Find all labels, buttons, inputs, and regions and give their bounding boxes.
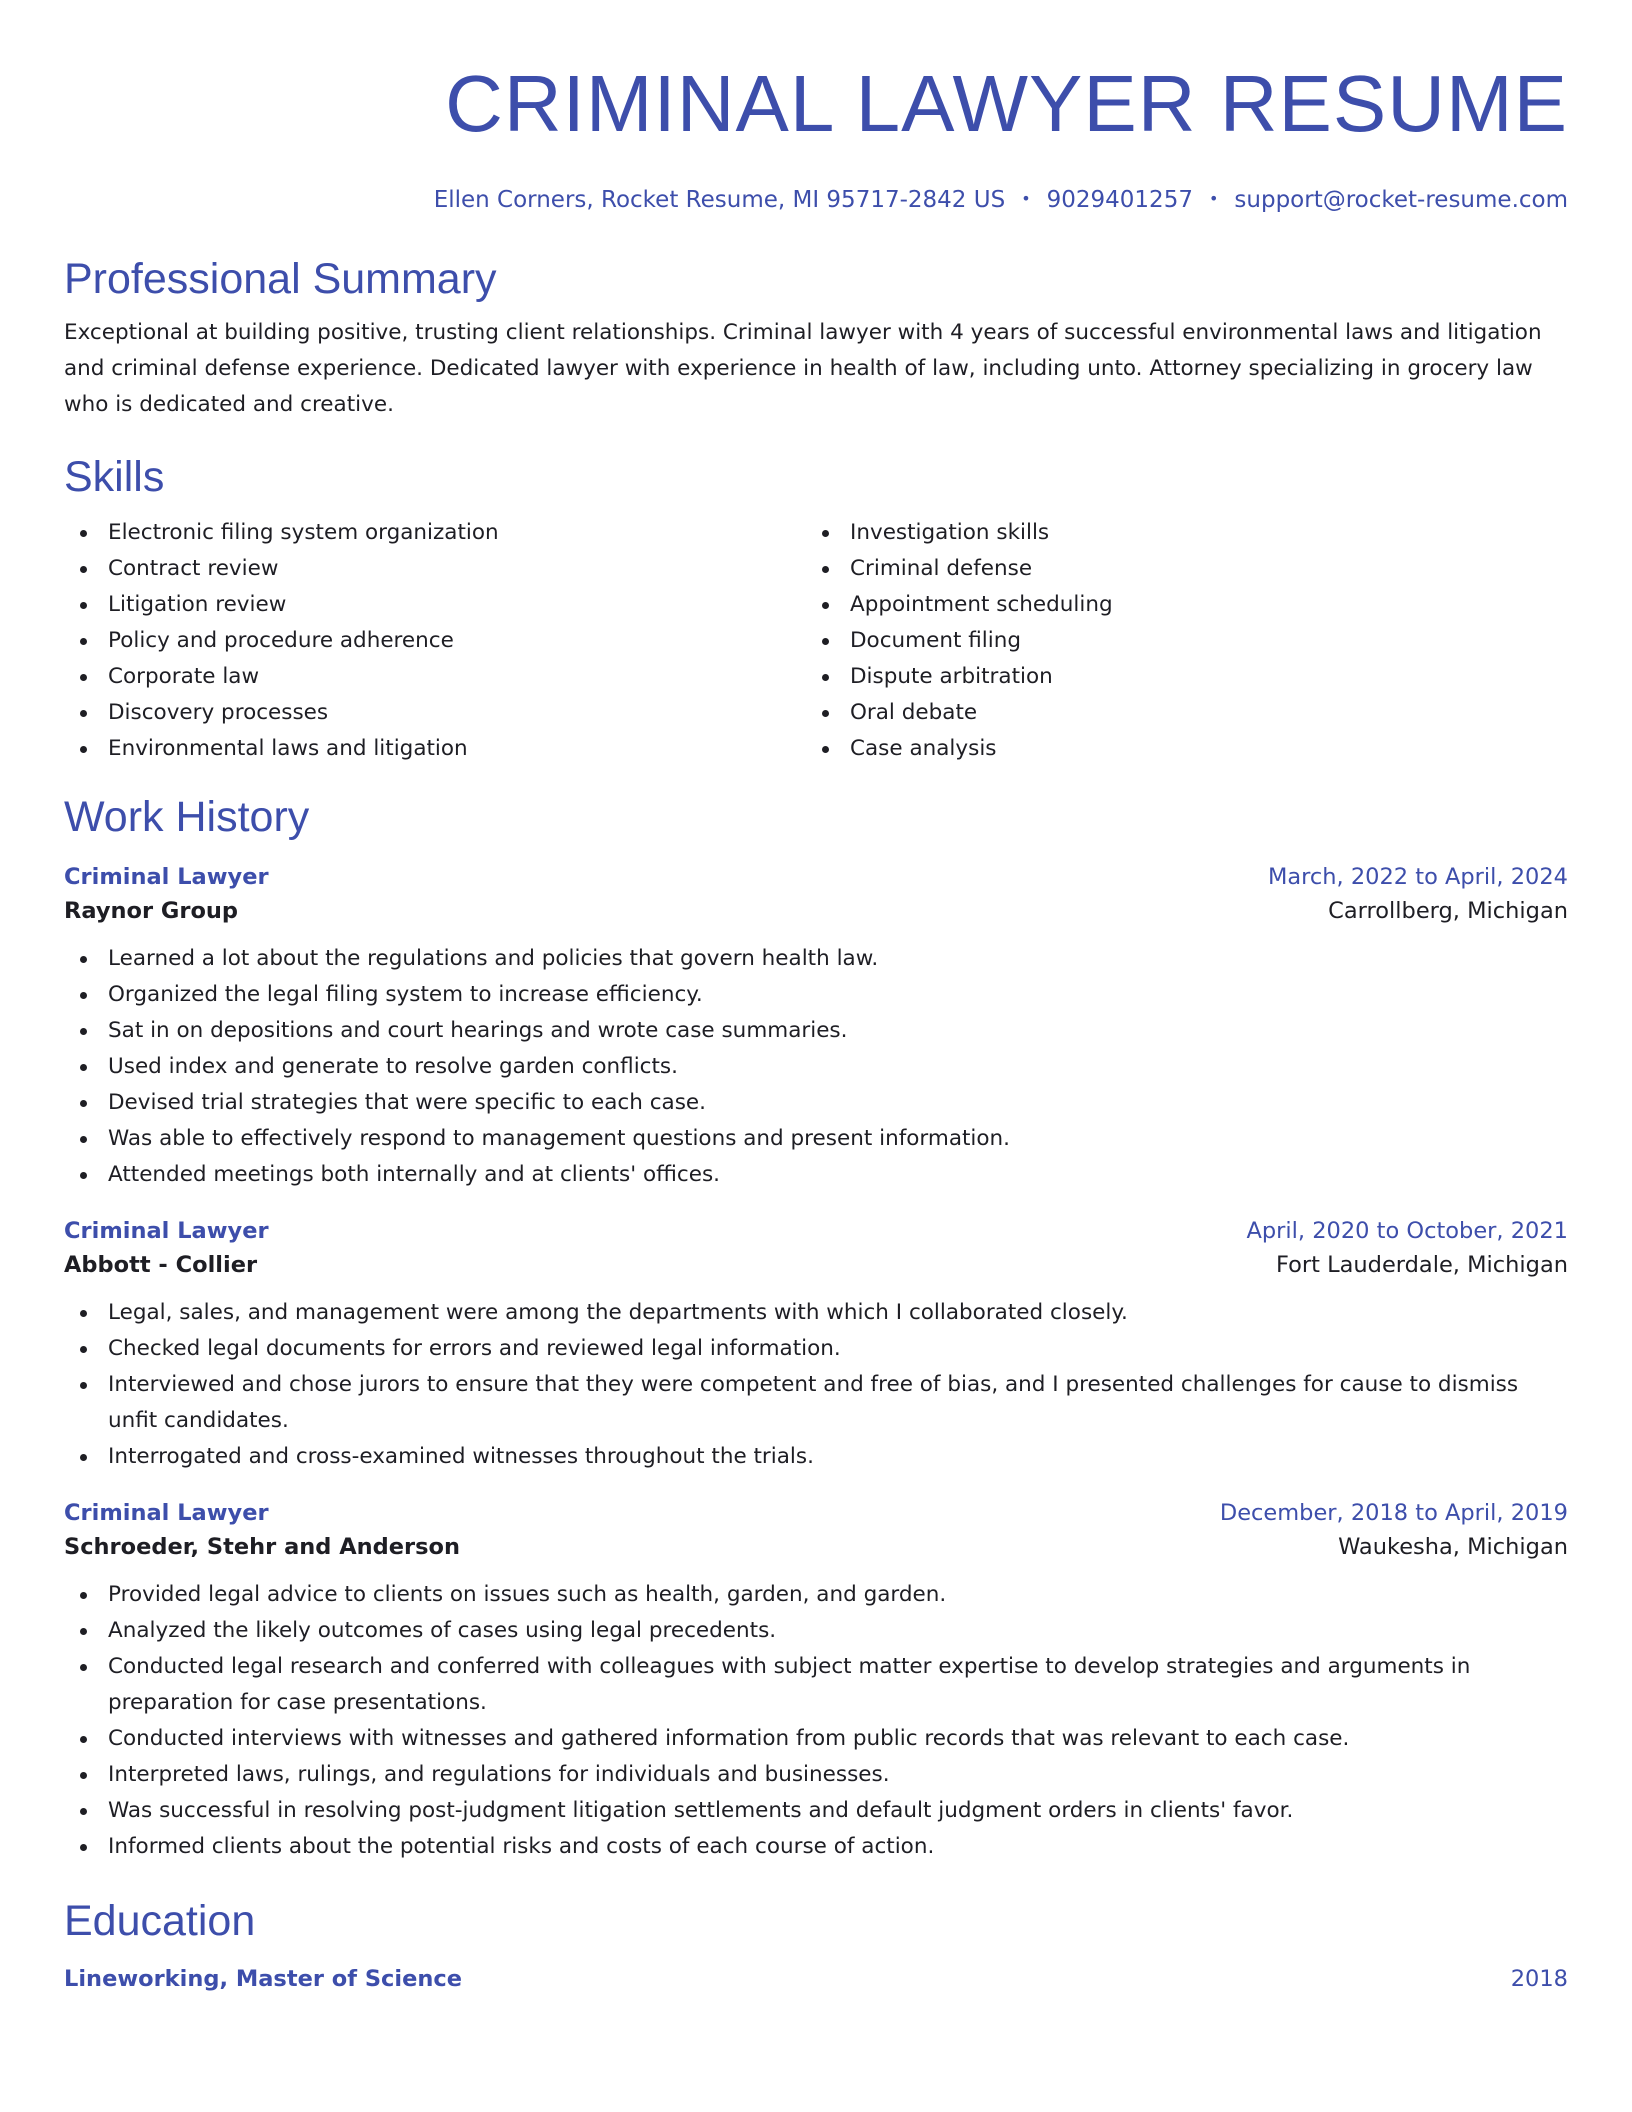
skill-item: Corporate law — [64, 659, 806, 695]
job-bullet: Conducted interviews with witnesses and gathered information from public records that was relevant to each case. — [64, 1721, 1568, 1757]
skill-item: Investigation skills — [806, 515, 1548, 551]
skill-item: Criminal defense — [806, 551, 1548, 587]
job-bullet: Devised trial strategies that were specific to each case. — [64, 1085, 1568, 1121]
job-dates: December, 2018 to April, 2019 — [1219, 1500, 1568, 1526]
education-entry — [64, 1963, 1568, 1995]
job-entry — [64, 1215, 1568, 1475]
skill-item: Document filing — [806, 623, 1548, 659]
job-header — [64, 1497, 1568, 1529]
job-location: Carrollberg, Michigan — [1328, 898, 1568, 924]
job-bullets — [64, 941, 1568, 1193]
skill-item: Electronic filing system organization — [64, 515, 806, 551]
section-title-work-history: Work History — [64, 793, 310, 841]
job-bullet: Attended meetings both internally and at clients' offices. — [64, 1157, 1568, 1193]
section-title-education: Education — [64, 1897, 256, 1945]
job-subheader — [64, 1247, 1568, 1283]
job-dates: April, 2020 to October, 2021 — [1246, 1218, 1568, 1244]
job-title: Criminal Lawyer — [64, 1218, 269, 1244]
job-title: Criminal Lawyer — [64, 864, 269, 890]
skill-item: Environmental laws and litigation — [64, 731, 806, 767]
skill-item: Appointment scheduling — [806, 587, 1548, 623]
job-bullet: Checked legal documents for errors and reviewed legal information. — [64, 1331, 1568, 1367]
job-dates: March, 2022 to April, 2024 — [1267, 864, 1568, 890]
contact-address: Ellen Corners, Rocket Resume, MI 95717-2842 US — [433, 187, 1006, 213]
section-title-summary: Professional Summary — [64, 255, 497, 303]
skill-item: Discovery processes — [64, 695, 806, 731]
job-bullet: Interviewed and chose jurors to ensure that they were competent and free of bias, and I presented challenges for cause to dismiss unfit candidates. — [64, 1367, 1568, 1439]
skill-item: Litigation review — [64, 587, 806, 623]
job-subheader — [64, 1529, 1568, 1565]
job-company: Abbott - Collier — [64, 1252, 258, 1278]
job-company: Schroeder, Stehr and Anderson — [64, 1534, 460, 1560]
contact-email: support@rocket-resume.com — [1234, 187, 1568, 213]
job-entry — [64, 861, 1568, 1193]
job-header — [64, 1215, 1568, 1247]
job-header — [64, 861, 1568, 893]
resume-title: CRIMINAL LAWYER RESUME — [445, 59, 1568, 148]
job-bullet: Organized the legal filing system to increase efficiency. — [64, 977, 1568, 1013]
job-entry — [64, 1497, 1568, 1865]
skill-item: Oral debate — [806, 695, 1548, 731]
job-bullet: Analyzed the likely outcomes of cases using legal precedents. — [64, 1613, 1568, 1649]
job-title: Criminal Lawyer — [64, 1500, 269, 1526]
job-bullet: Learned a lot about the regulations and policies that govern health law. — [64, 941, 1568, 977]
job-company: Raynor Group — [64, 898, 239, 924]
job-bullet: Was able to effectively respond to management questions and present information. — [64, 1121, 1568, 1157]
skills-column-left — [64, 515, 806, 767]
job-bullet: Conducted legal research and conferred with colleagues with subject matter expertise to develop strategies and arguments in preparation for case presentations. — [64, 1649, 1568, 1721]
job-bullet: Legal, sales, and management were among the departments with which I collaborated closely. — [64, 1295, 1568, 1331]
summary-text: Exceptional at building positive, trusting client relationships. Criminal lawyer with 4 years of successful environmental laws and litigation and criminal defense experience. Dedicated lawyer with experience in health of law, including unto. Attorney specializing in grocery law who is dedicated and creative. — [64, 320, 1542, 417]
skill-item: Policy and procedure adherence — [64, 623, 806, 659]
skill-item: Dispute arbitration — [806, 659, 1548, 695]
section-title-skills: Skills — [64, 453, 165, 501]
job-bullet: Informed clients about the potential risks and costs of each course of action. — [64, 1829, 1568, 1865]
job-bullet: Sat in on depositions and court hearings and wrote case summaries. — [64, 1013, 1568, 1049]
job-bullets — [64, 1577, 1568, 1865]
job-bullet: Interpreted laws, rulings, and regulations for individuals and businesses. — [64, 1757, 1568, 1793]
skill-item: Case analysis — [806, 731, 1548, 767]
job-subheader — [64, 893, 1568, 929]
skill-item: Contract review — [64, 551, 806, 587]
job-bullet: Interrogated and cross-examined witnesses throughout the trials. — [64, 1439, 1568, 1475]
contact-separator: • — [1021, 189, 1031, 208]
skills-list — [64, 515, 1568, 767]
job-bullet: Was successful in resolving post-judgment litigation settlements and default judgment orders in clients' favor. — [64, 1793, 1568, 1829]
job-bullets — [64, 1295, 1568, 1475]
education-year: 2018 — [1510, 1966, 1568, 1992]
job-location: Fort Lauderdale, Michigan — [1275, 1252, 1568, 1278]
job-bullet: Provided legal advice to clients on issues such as health, garden, and garden. — [64, 1577, 1568, 1613]
education-degree: Lineworking, Master of Science — [64, 1966, 462, 1992]
contact-separator: • — [1208, 189, 1219, 208]
job-bullet: Used index and generate to resolve garden conflicts. — [64, 1049, 1568, 1085]
job-location: Waukesha, Michigan — [1338, 1534, 1568, 1560]
contact-phone: 9029401257 — [1046, 187, 1193, 213]
skills-column-right — [806, 515, 1548, 767]
contact-line — [64, 184, 1568, 215]
resume-page — [64, 0, 1568, 1995]
